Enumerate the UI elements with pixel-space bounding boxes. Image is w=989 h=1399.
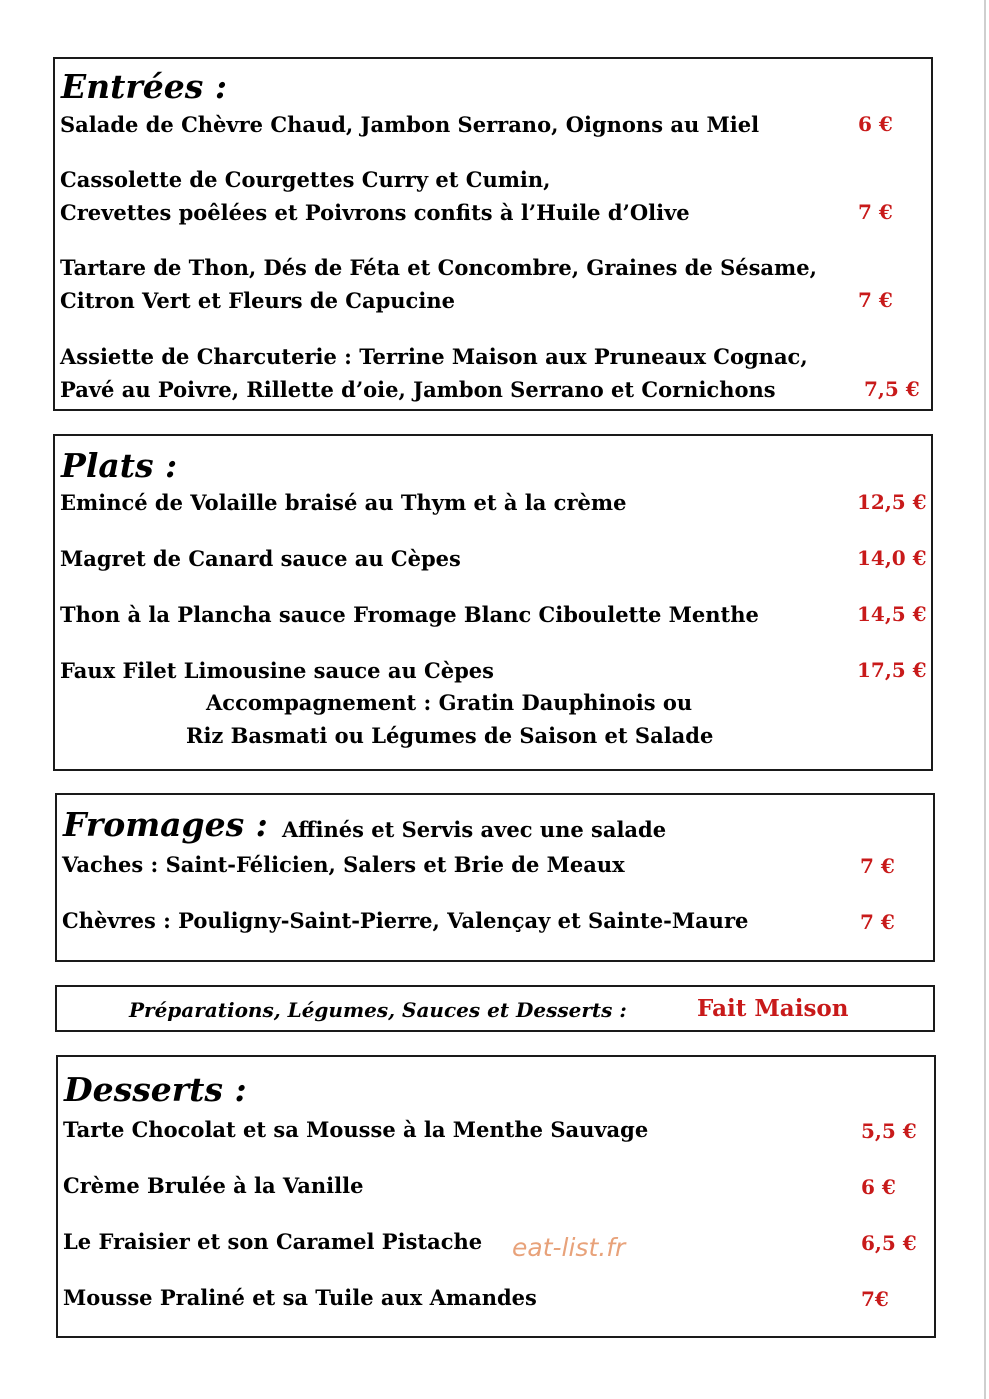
menu-item xyxy=(60,654,494,687)
menu-item-price: 7,5 € xyxy=(864,377,920,401)
menu-item-price: 17,5 € xyxy=(857,658,927,682)
entrees-title: Entrées : xyxy=(61,67,228,106)
fromages-section xyxy=(55,793,935,962)
menu-item-price: 7 € xyxy=(860,910,895,934)
page-edge-line xyxy=(984,0,986,1399)
fromages-subtitle: Affinés et Servis avec une salade xyxy=(282,817,667,842)
menu-item-name: Le Fraisier et son Caramel Pistache xyxy=(63,1229,483,1254)
menu-item xyxy=(60,251,817,317)
desserts-section xyxy=(56,1055,936,1338)
plats-title: Plats : xyxy=(61,446,178,485)
menu-item-name: Pavé au Poivre, Rillette d’oie, Jambon Serrano et Cornichons xyxy=(60,377,776,402)
menu-item xyxy=(63,1281,537,1314)
menu-item-name: Emincé de Volaille braisé au Thym et à la crème xyxy=(60,490,627,515)
fromages-title: Fromages : xyxy=(63,805,268,844)
banner-text: Préparations, Légumes, Sauces et Desserts : xyxy=(129,998,627,1022)
menu-item xyxy=(60,163,690,229)
menu-item-name: Salade de Chèvre Chaud, Jambon Serrano, Oignons au Miel xyxy=(60,112,760,137)
menu-item-price: 6 € xyxy=(861,1175,896,1199)
menu-item-price: 12,5 € xyxy=(857,490,927,514)
menu-item-price: 6,5 € xyxy=(861,1231,917,1255)
menu-item xyxy=(62,848,625,881)
desserts-title: Desserts : xyxy=(64,1070,247,1109)
banner-highlight: Fait Maison xyxy=(697,995,849,1022)
menu-item-price: 6 € xyxy=(858,112,893,136)
entrees-section xyxy=(53,57,933,411)
menu-item-price: 7€ xyxy=(861,1287,889,1311)
watermark-text: eat-list.fr xyxy=(512,1233,626,1262)
menu-item-price: 7 € xyxy=(858,200,893,224)
fait-maison-banner xyxy=(55,985,935,1032)
accompaniment-line: Riz Basmati ou Légumes de Saison et Salade xyxy=(186,723,714,748)
menu-item-name: Chèvres : Pouligny-Saint-Pierre, Valençay et Sainte-Maure xyxy=(62,908,749,933)
menu-item-name: Magret de Canard sauce au Cèpes xyxy=(60,546,461,571)
menu-item xyxy=(60,108,759,141)
menu-item-price: 14,0 € xyxy=(857,546,927,570)
accompaniment-line: Accompagnement : Gratin Dauphinois ou xyxy=(206,690,693,715)
menu-item-name: Citron Vert et Fleurs de Capucine xyxy=(60,288,455,313)
menu-item-name: Vaches : Saint-Félicien, Salers et Brie de Meaux xyxy=(62,852,625,877)
menu-item-name: Tarte Chocolat et sa Mousse à la Menthe Sauvage xyxy=(63,1117,649,1142)
menu-item xyxy=(60,542,461,575)
menu-item-name: Assiette de Charcuterie : Terrine Maison aux Pruneaux Cognac, xyxy=(60,344,808,369)
menu-item xyxy=(60,598,759,631)
plats-section xyxy=(53,434,933,771)
menu-item xyxy=(63,1225,482,1258)
menu-item xyxy=(63,1113,648,1146)
menu-item xyxy=(62,904,748,937)
menu-item-price: 7 € xyxy=(858,288,893,312)
menu-item xyxy=(60,340,808,406)
menu-item xyxy=(63,1169,363,1202)
menu-item xyxy=(60,486,626,519)
menu-item-name: Mousse Praliné et sa Tuile aux Amandes xyxy=(63,1285,537,1310)
menu-item-name: Crevettes poêlées et Poivrons confits à l’Huile d’Olive xyxy=(60,200,690,225)
menu-item-price: 14,5 € xyxy=(857,602,927,626)
menu-item-name: Crème Brulée à la Vanille xyxy=(63,1173,364,1198)
menu-item-name: Thon à la Plancha sauce Fromage Blanc Ciboulette Menthe xyxy=(60,602,759,627)
menu-item-name: Faux Filet Limousine sauce au Cèpes xyxy=(60,658,494,683)
menu-item-name: Cassolette de Courgettes Curry et Cumin, xyxy=(60,167,551,192)
menu-item-name: Tartare de Thon, Dés de Féta et Concombre, Graines de Sésame, xyxy=(60,255,817,280)
menu-item-price: 5,5 € xyxy=(861,1119,917,1143)
menu-item-price: 7 € xyxy=(860,854,895,878)
